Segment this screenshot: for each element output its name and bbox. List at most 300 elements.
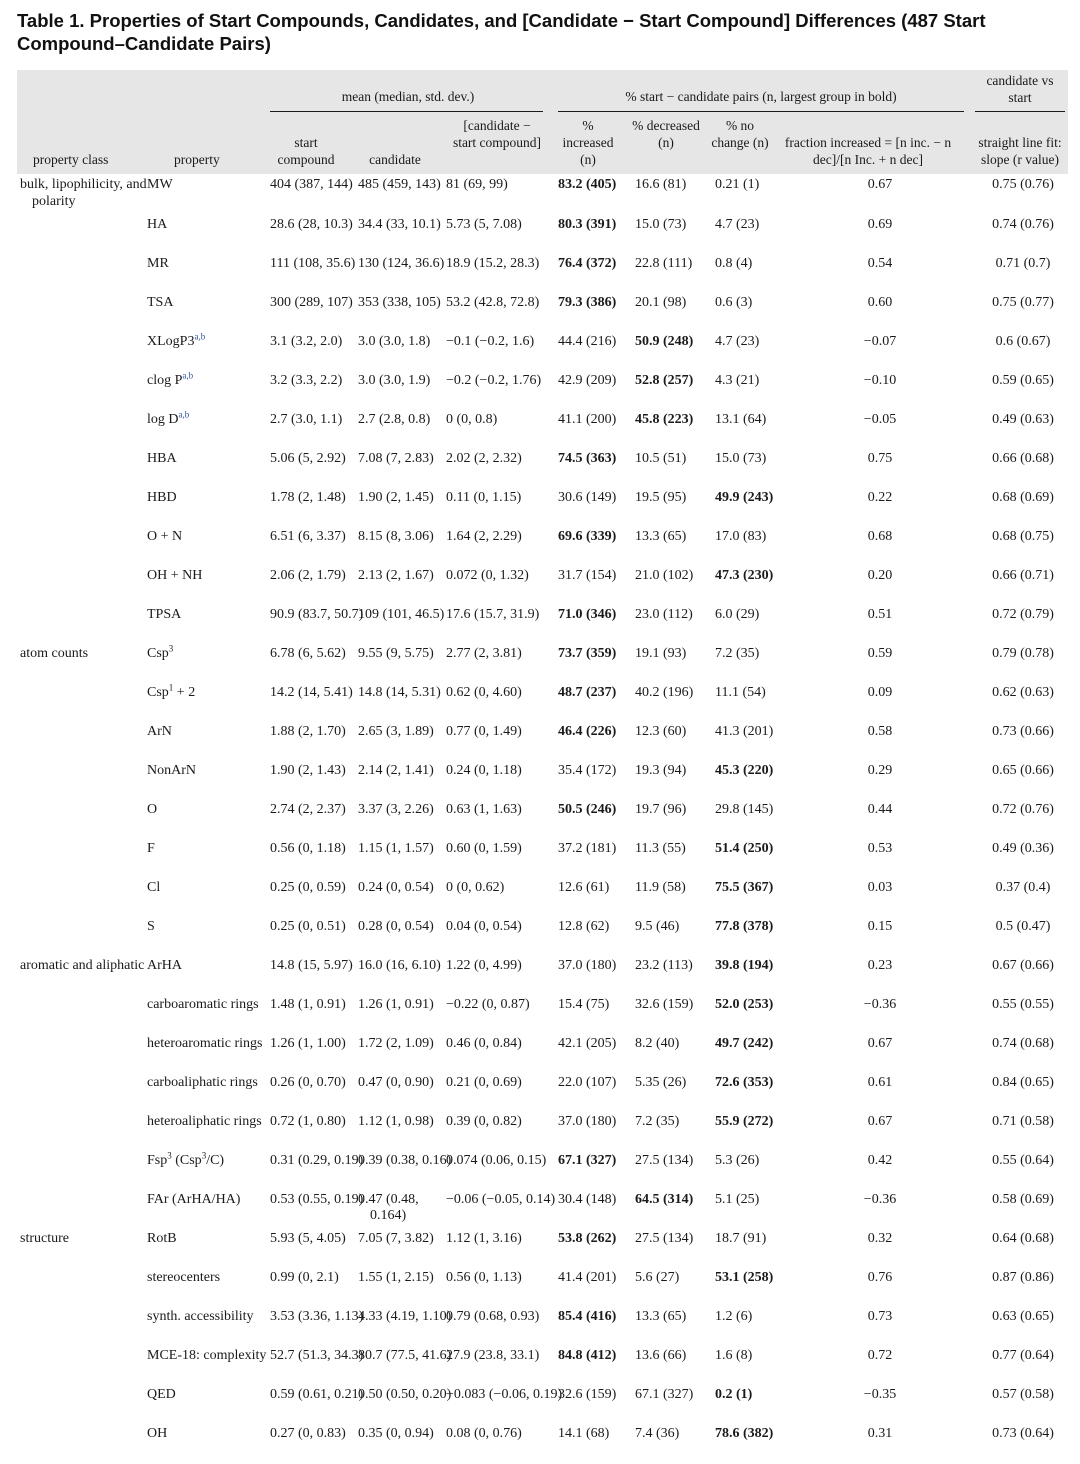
fraction-increased-cell: 0.76 xyxy=(867,1269,893,1285)
pct-decreased-cell: 5.6 (27) xyxy=(635,1269,680,1285)
difference-cell: 0 (0, 0.62) xyxy=(446,879,505,895)
start-compound-cell: 2.7 (3.0, 1.1) xyxy=(270,411,343,427)
fraction-increased-cell: −0.10 xyxy=(863,372,897,388)
slope-cell: 0.66 (0.68) xyxy=(992,450,1054,466)
pct-increased-cell: 41.1 (200) xyxy=(558,411,617,427)
slope-cell: 0.77 (0.64) xyxy=(992,1347,1054,1363)
pct-decreased-cell: 22.8 (111) xyxy=(635,255,693,271)
candidate-cell: 130 (124, 36.6) xyxy=(358,255,445,271)
property-cell: O + N xyxy=(147,528,183,544)
difference-cell: 0.77 (0, 1.49) xyxy=(446,723,522,739)
pct-no-change-cell: 45.3 (220) xyxy=(715,762,774,778)
property-cell: FAr (ArHA/HA) xyxy=(147,1191,241,1207)
property-cell: XLogP3$^{a,b}$ xyxy=(147,330,206,349)
candidate-cell: 485 (459, 143) xyxy=(358,177,441,192)
pct-increased-cell: 42.9 (209) xyxy=(558,372,617,388)
header-rule-mean xyxy=(270,111,543,112)
property-cell: MCE-18: complexity xyxy=(147,1347,267,1363)
header-start: start compound xyxy=(277,135,335,167)
start-compound-cell: 0.59 (0.61, 0.21) xyxy=(270,1386,364,1402)
property-cell: stereocenters xyxy=(147,1269,221,1285)
table-row xyxy=(17,1308,1068,1347)
slope-cell: 0.62 (0.63) xyxy=(992,684,1054,700)
table-row xyxy=(17,1149,1068,1191)
property-cell: TPSA xyxy=(147,606,182,622)
difference-cell: 2.77 (2, 3.81) xyxy=(446,645,522,661)
candidate-cell: 7.05 (7, 3.82) xyxy=(358,1230,434,1246)
table-header xyxy=(17,70,1068,174)
difference-cell: 81 (69, 99) xyxy=(446,177,508,192)
fraction-increased-cell: 0.29 xyxy=(867,762,893,778)
fraction-increased-cell: 0.59 xyxy=(867,645,893,661)
pct-no-change-cell: 51.4 (250) xyxy=(715,840,774,856)
pct-decreased-cell: 16.6 (81) xyxy=(635,177,687,192)
start-compound-cell: 3.53 (3.36, 1.13) xyxy=(270,1308,364,1324)
pct-increased-cell: 71.0 (346) xyxy=(558,606,617,622)
pct-no-change-cell: 17.0 (83) xyxy=(715,528,767,544)
start-compound-cell: 0.56 (0, 1.18) xyxy=(270,840,346,856)
pct-increased-cell: 30.4 (148) xyxy=(558,1191,617,1207)
candidate-cell: 2.7 (2.8, 0.8) xyxy=(358,411,431,427)
pct-decreased-cell: 7.4 (36) xyxy=(635,1425,680,1441)
slope-cell: 0.74 (0.76) xyxy=(992,216,1054,232)
pct-decreased-cell: 50.9 (248) xyxy=(635,333,694,349)
pct-decreased-cell: 21.0 (102) xyxy=(635,567,694,583)
pct-decreased-cell: 40.2 (196) xyxy=(635,684,694,700)
header-pct-no-change: % no change (n) xyxy=(711,118,769,150)
difference-cell: 0.60 (0, 1.59) xyxy=(446,840,522,856)
candidate-cell: 353 (338, 105) xyxy=(358,294,441,310)
pct-increased-cell: 73.7 (359) xyxy=(558,645,617,661)
pct-decreased-cell: 32.6 (159) xyxy=(635,996,694,1012)
start-compound-cell: 0.31 (0.29, 0.19) xyxy=(270,1152,364,1168)
slope-cell: 0.55 (0.64) xyxy=(992,1152,1054,1168)
pct-decreased-cell: 19.3 (94) xyxy=(635,762,687,778)
property-cell: MR xyxy=(147,255,169,271)
pct-increased-cell: 30.6 (149) xyxy=(558,489,617,505)
candidate-cell: 14.8 (14, 5.31) xyxy=(358,684,441,700)
property-class-cell: aromatic and aliphatic xyxy=(20,957,145,973)
fraction-increased-cell: 0.44 xyxy=(867,801,893,817)
start-compound-cell: 14.2 (14, 5.41) xyxy=(270,684,353,700)
start-compound-cell: 3.2 (3.3, 2.2) xyxy=(270,372,343,388)
table-row xyxy=(17,801,1068,840)
pct-increased-cell: 37.0 (180) xyxy=(558,1113,617,1129)
table-row xyxy=(17,957,1068,996)
difference-cell: 27.9 (23.8, 33.1) xyxy=(446,1347,540,1363)
table-row xyxy=(17,762,1068,801)
property-cell: HA xyxy=(147,216,168,232)
pct-no-change-cell: 4.7 (23) xyxy=(715,216,760,232)
slope-cell: 0.65 (0.66) xyxy=(992,762,1054,778)
slope-cell: 0.68 (0.69) xyxy=(992,489,1054,505)
fraction-increased-cell: −0.07 xyxy=(863,333,897,349)
pct-increased-cell: 74.5 (363) xyxy=(558,450,617,466)
pct-increased-cell: 69.6 (339) xyxy=(558,528,617,544)
property-cell: TSA xyxy=(147,294,174,310)
candidate-cell: 1.26 (1, 0.91) xyxy=(358,996,434,1012)
header-pct-decreased: % decreased (n) xyxy=(632,118,700,150)
difference-cell: 0.56 (0, 1.13) xyxy=(446,1269,522,1285)
pct-no-change-cell: 47.3 (230) xyxy=(715,567,774,583)
pct-no-change-cell: 53.1 (258) xyxy=(715,1269,774,1285)
slope-cell: 0.49 (0.63) xyxy=(992,411,1054,427)
slope-cell: 0.73 (0.66) xyxy=(992,723,1054,739)
start-compound-cell: 0.25 (0, 0.59) xyxy=(270,879,346,895)
difference-cell: 17.6 (15.7, 31.9) xyxy=(446,606,540,622)
property-cell: heteroaliphatic rings xyxy=(147,1113,262,1129)
candidate-cell: 2.65 (3, 1.89) xyxy=(358,723,434,739)
property-cell: O xyxy=(147,801,158,817)
pct-decreased-cell: 45.8 (223) xyxy=(635,411,694,427)
property-class-cell: bulk, lipophilicity, and polarity xyxy=(20,177,147,209)
start-compound-cell: 404 (387, 144) xyxy=(270,177,353,192)
pct-no-change-cell: 72.6 (353) xyxy=(715,1074,774,1090)
property-cell: OH + NH xyxy=(147,567,203,583)
fraction-increased-cell: 0.53 xyxy=(867,840,893,856)
pct-no-change-cell: 11.1 (54) xyxy=(715,684,766,700)
slope-cell: 0.63 (0.65) xyxy=(992,1308,1054,1324)
candidate-cell: 34.4 (33, 10.1) xyxy=(358,216,441,232)
fraction-increased-cell: 0.09 xyxy=(867,684,893,700)
slope-cell: 0.71 (0.58) xyxy=(992,1113,1054,1129)
table-row xyxy=(17,840,1068,879)
start-compound-cell: 300 (289, 107) xyxy=(270,294,353,310)
slope-cell: 0.64 (0.68) xyxy=(992,1230,1054,1246)
pct-decreased-cell: 11.9 (58) xyxy=(635,879,686,895)
difference-cell: 0.08 (0, 0.76) xyxy=(446,1425,522,1441)
difference-cell: 0.072 (0, 1.32) xyxy=(446,567,529,583)
fraction-increased-cell: 0.61 xyxy=(867,1074,893,1090)
table-row xyxy=(17,1386,1068,1425)
pct-decreased-cell: 19.7 (96) xyxy=(635,801,687,817)
fraction-increased-cell: 0.54 xyxy=(867,255,893,271)
property-cell: F xyxy=(147,840,155,856)
fraction-increased-cell: 0.67 xyxy=(867,1113,893,1129)
pct-increased-cell: 35.4 (172) xyxy=(558,762,617,778)
slope-cell: 0.71 (0.7) xyxy=(995,255,1051,271)
start-compound-cell: 3.1 (3.2, 2.0) xyxy=(270,333,343,349)
candidate-cell: 0.28 (0, 0.54) xyxy=(358,918,434,934)
pct-decreased-cell: 23.2 (113) xyxy=(635,957,693,973)
difference-cell: 0 (0, 0.8) xyxy=(446,411,498,427)
pct-increased-cell: 80.3 (391) xyxy=(558,216,617,232)
pct-decreased-cell: 15.0 (73) xyxy=(635,216,687,232)
table-row xyxy=(17,1425,1068,1464)
fraction-increased-cell: 0.73 xyxy=(867,1308,893,1324)
property-cell: Csp$^1$ + 2 xyxy=(147,681,196,700)
difference-cell: 2.02 (2, 2.32) xyxy=(446,450,522,466)
table-row xyxy=(17,1347,1068,1386)
property-cell: S xyxy=(147,918,155,934)
slope-cell: 0.37 (0.4) xyxy=(995,879,1051,895)
difference-cell: 1.64 (2, 2.29) xyxy=(446,528,522,544)
header-property: property xyxy=(174,152,220,167)
pct-no-change-cell: 4.3 (21) xyxy=(715,372,760,388)
fraction-increased-cell: 0.22 xyxy=(867,489,893,505)
candidate-cell: 3.0 (3.0, 1.8) xyxy=(358,333,431,349)
pct-decreased-cell: 67.1 (327) xyxy=(635,1386,694,1402)
fraction-increased-cell: 0.20 xyxy=(867,567,893,583)
pct-no-change-cell: 1.2 (6) xyxy=(715,1308,753,1324)
header-group-vs: candidate vs start xyxy=(986,73,1054,105)
difference-cell: 1.22 (0, 4.99) xyxy=(446,957,522,973)
property-cell: Cl xyxy=(147,879,161,895)
slope-cell: 0.87 (0.86) xyxy=(992,1269,1054,1285)
pct-no-change-cell: 29.8 (145) xyxy=(715,801,774,817)
pct-no-change-cell: 13.1 (64) xyxy=(715,411,767,427)
property-cell: NonArN xyxy=(147,762,196,778)
pct-increased-cell: 85.4 (416) xyxy=(558,1308,617,1324)
property-cell: heteroaromatic rings xyxy=(147,1035,263,1051)
start-compound-cell: 0.27 (0, 0.83) xyxy=(270,1425,346,1441)
pct-decreased-cell: 9.5 (46) xyxy=(635,918,680,934)
table-row xyxy=(17,723,1068,762)
header-group-pct: % start − candidate pairs (n, largest group in bold) xyxy=(625,89,897,104)
pct-decreased-cell: 27.5 (134) xyxy=(635,1152,694,1168)
table-row xyxy=(17,294,1068,333)
property-cell: log D$^{a,b}$ xyxy=(147,408,190,427)
pct-decreased-cell: 10.5 (51) xyxy=(635,450,687,466)
candidate-cell: 0.39 (0.38, 0.16) xyxy=(358,1152,452,1168)
difference-cell: 53.2 (42.8, 72.8) xyxy=(446,294,540,310)
pct-increased-cell: 14.1 (68) xyxy=(558,1425,610,1441)
start-compound-cell: 0.99 (0, 2.1) xyxy=(270,1269,339,1285)
start-compound-cell: 5.06 (5, 2.92) xyxy=(270,450,346,466)
table-row xyxy=(17,176,1068,216)
header-candidate: candidate xyxy=(369,152,421,167)
pct-increased-cell: 67.1 (327) xyxy=(558,1152,617,1168)
table-caption: Table 1. Properties of Start Compounds, Candidates, and [Candidate − Start Compound] Differences (487 Start Compound–Candidate Pairs) xyxy=(17,10,986,54)
table-row xyxy=(17,1230,1068,1269)
pct-no-change-cell: 6.0 (29) xyxy=(715,606,760,622)
fraction-increased-cell: 0.67 xyxy=(867,1035,893,1051)
pct-decreased-cell: 20.1 (98) xyxy=(635,294,687,310)
candidate-cell: 2.13 (2, 1.67) xyxy=(358,567,434,583)
property-class-cell: atom counts xyxy=(20,645,89,661)
pct-increased-cell: 48.7 (237) xyxy=(558,684,617,700)
pct-no-change-cell: 18.7 (91) xyxy=(715,1230,767,1246)
fraction-increased-cell: 0.68 xyxy=(867,528,893,544)
slope-cell: 0.73 (0.64) xyxy=(992,1425,1054,1441)
pct-no-change-cell: 15.0 (73) xyxy=(715,450,767,466)
table-row xyxy=(17,408,1068,450)
pct-decreased-cell: 5.35 (26) xyxy=(635,1074,687,1090)
slope-cell: 0.58 (0.69) xyxy=(992,1191,1054,1207)
header-slope: straight line fit: slope (r value) xyxy=(978,135,1062,167)
pct-no-change-cell: 55.9 (272) xyxy=(715,1113,774,1129)
pct-increased-cell: 76.4 (372) xyxy=(558,255,617,271)
fraction-increased-cell: 0.60 xyxy=(867,294,893,310)
pct-increased-cell: 37.2 (181) xyxy=(558,840,617,856)
pct-increased-cell: 22.0 (107) xyxy=(558,1074,617,1090)
pct-increased-cell: 31.7 (154) xyxy=(558,567,617,583)
pct-increased-cell: 50.5 (246) xyxy=(558,801,617,817)
pct-no-change-cell: 7.2 (35) xyxy=(715,645,760,661)
property-cell: carboaliphatic rings xyxy=(147,1074,258,1090)
candidate-cell: 1.15 (1, 1.57) xyxy=(358,840,434,856)
pct-decreased-cell: 23.0 (112) xyxy=(635,606,693,622)
candidate-cell: 3.0 (3.0, 1.9) xyxy=(358,372,431,388)
fraction-increased-cell: 0.75 xyxy=(867,450,893,466)
property-class-cell: structure xyxy=(20,1230,69,1246)
difference-cell: 0.79 (0.68, 0.93) xyxy=(446,1308,540,1324)
pct-no-change-cell: 78.6 (382) xyxy=(715,1425,774,1441)
difference-cell: −0.083 (−0.06, 0.19) xyxy=(446,1386,563,1402)
start-compound-cell: 1.78 (2, 1.48) xyxy=(270,489,346,505)
difference-cell: −0.1 (−0.2, 1.6) xyxy=(446,333,535,349)
pct-increased-cell: 32.6 (159) xyxy=(558,1386,617,1402)
fraction-increased-cell: 0.72 xyxy=(867,1347,893,1363)
pct-decreased-cell: 64.5 (314) xyxy=(635,1191,694,1207)
pct-no-change-cell: 4.7 (23) xyxy=(715,333,760,349)
candidate-cell: 0.47 (0, 0.90) xyxy=(358,1074,434,1090)
fraction-increased-cell: 0.69 xyxy=(867,216,893,232)
slope-cell: 0.72 (0.79) xyxy=(992,606,1054,622)
fraction-increased-cell: 0.31 xyxy=(867,1425,893,1441)
table-row xyxy=(17,1035,1068,1074)
difference-cell: 1.12 (1, 3.16) xyxy=(446,1230,522,1246)
pct-no-change-cell: 1.6 (8) xyxy=(715,1347,753,1363)
difference-cell: 0.46 (0, 0.84) xyxy=(446,1035,522,1051)
property-cell: Csp$^3$ xyxy=(147,642,174,661)
pct-increased-cell: 42.1 (205) xyxy=(558,1035,617,1051)
difference-cell: 0.39 (0, 0.82) xyxy=(446,1113,522,1129)
candidate-cell: 1.12 (1, 0.98) xyxy=(358,1113,434,1129)
header-rule-vs xyxy=(975,111,1065,112)
candidate-cell: 109 (101, 46.5) xyxy=(358,606,445,622)
fraction-increased-cell: −0.36 xyxy=(863,1191,897,1207)
slope-cell: 0.74 (0.68) xyxy=(992,1035,1054,1051)
table-row xyxy=(17,879,1068,918)
header-group-mean: mean (median, std. dev.) xyxy=(341,89,475,104)
slope-cell: 0.57 (0.58) xyxy=(992,1386,1054,1402)
difference-cell: 0.074 (0.06, 0.15) xyxy=(446,1152,547,1168)
start-compound-cell: 2.74 (2, 2.37) xyxy=(270,801,346,817)
property-cell: RotB xyxy=(147,1230,177,1246)
table-row xyxy=(17,369,1068,411)
header-pct-increased: % increased (n) xyxy=(562,118,614,167)
pct-decreased-cell: 27.5 (134) xyxy=(635,1230,694,1246)
fraction-increased-cell: −0.35 xyxy=(863,1386,897,1402)
difference-cell: −0.2 (−0.2, 1.76) xyxy=(446,372,542,388)
pct-increased-cell: 44.4 (216) xyxy=(558,333,617,349)
candidate-cell: 2.14 (2, 1.41) xyxy=(358,762,434,778)
slope-cell: 0.67 (0.66) xyxy=(992,957,1054,973)
difference-cell: 5.73 (5, 7.08) xyxy=(446,216,522,232)
fraction-increased-cell: −0.05 xyxy=(863,411,897,427)
pct-decreased-cell: 7.2 (35) xyxy=(635,1113,680,1129)
header-property-class: property class xyxy=(33,152,109,167)
table-row xyxy=(17,1074,1068,1113)
start-compound-cell: 90.9 (83.7, 50.7) xyxy=(270,606,364,622)
start-compound-cell: 6.78 (6, 5.62) xyxy=(270,645,346,661)
property-cell: QED xyxy=(147,1386,176,1402)
property-cell: HBD xyxy=(147,489,177,505)
table-row xyxy=(17,996,1068,1035)
pct-decreased-cell: 13.3 (65) xyxy=(635,528,687,544)
difference-cell: −0.22 (0, 0.87) xyxy=(446,996,530,1012)
difference-cell: 0.11 (0, 1.15) xyxy=(446,489,522,505)
property-cell: carboaromatic rings xyxy=(147,996,259,1012)
candidate-cell: 16.0 (16, 6.10) xyxy=(358,957,441,973)
slope-cell: 0.49 (0.36) xyxy=(992,840,1054,856)
candidate-cell: 1.72 (2, 1.09) xyxy=(358,1035,434,1051)
table-row xyxy=(17,1113,1068,1152)
pct-decreased-cell: 12.3 (60) xyxy=(635,723,687,739)
pct-no-change-cell: 41.3 (201) xyxy=(715,723,774,739)
fraction-increased-cell: 0.32 xyxy=(867,1230,893,1246)
pct-no-change-cell: 5.3 (26) xyxy=(715,1152,760,1168)
pct-no-change-cell: 0.2 (1) xyxy=(715,1386,753,1402)
pct-no-change-cell: 52.0 (253) xyxy=(715,996,774,1012)
table-row xyxy=(17,216,1068,255)
slope-cell: 0.5 (0.47) xyxy=(995,918,1051,934)
pct-no-change-cell: 49.9 (243) xyxy=(715,489,774,505)
pct-increased-cell: 79.3 (386) xyxy=(558,294,617,310)
candidate-cell: 0.35 (0, 0.94) xyxy=(358,1425,434,1441)
table-row xyxy=(17,567,1068,606)
fraction-increased-cell: 0.03 xyxy=(867,879,893,895)
fraction-increased-cell: 0.67 xyxy=(867,177,893,192)
pct-increased-cell: 53.8 (262) xyxy=(558,1230,617,1246)
table-row xyxy=(17,255,1068,294)
start-compound-cell: 5.93 (5, 4.05) xyxy=(270,1230,346,1246)
fraction-increased-cell: 0.58 xyxy=(867,723,893,739)
fraction-increased-cell: 0.15 xyxy=(867,918,893,934)
start-compound-cell: 1.26 (1, 1.00) xyxy=(270,1035,346,1051)
fraction-increased-cell: 0.51 xyxy=(867,606,893,622)
start-compound-cell: 0.25 (0, 0.51) xyxy=(270,918,346,934)
property-cell: synth. accessibility xyxy=(147,1308,254,1324)
pct-decreased-cell: 19.5 (95) xyxy=(635,489,687,505)
candidate-cell: 0.50 (0.50, 0.20) xyxy=(358,1386,452,1402)
start-compound-cell: 0.72 (1, 0.80) xyxy=(270,1113,346,1129)
table-row xyxy=(17,918,1068,957)
start-compound-cell: 14.8 (15, 5.97) xyxy=(270,957,353,973)
pct-increased-cell: 15.4 (75) xyxy=(558,996,610,1012)
candidate-cell: 3.37 (3, 2.26) xyxy=(358,801,434,817)
slope-cell: 0.68 (0.75) xyxy=(992,528,1054,544)
pct-increased-cell: 37.0 (180) xyxy=(558,957,617,973)
pct-no-change-cell: 77.8 (378) xyxy=(715,918,774,934)
candidate-cell: 80.7 (77.5, 41.6) xyxy=(358,1347,452,1363)
difference-cell: 0.21 (0, 0.69) xyxy=(446,1074,522,1090)
property-cell: Fsp$^3$ (Csp$^3$/C) xyxy=(147,1149,225,1168)
slope-cell: 0.75 (0.76) xyxy=(992,177,1054,192)
header-diff: [candidate − start compound] xyxy=(452,118,542,150)
pct-no-change-cell: 49.7 (242) xyxy=(715,1035,774,1051)
property-cell: OH xyxy=(147,1425,168,1441)
start-compound-cell: 1.88 (2, 1.70) xyxy=(270,723,346,739)
start-compound-cell: 0.26 (0, 0.70) xyxy=(270,1074,346,1090)
pct-decreased-cell: 13.3 (65) xyxy=(635,1308,687,1324)
slope-cell: 0.59 (0.65) xyxy=(992,372,1054,388)
property-cell: HBA xyxy=(147,450,177,466)
pct-increased-cell: 12.8 (62) xyxy=(558,918,610,934)
property-cell: MW xyxy=(147,177,173,192)
start-compound-cell: 1.48 (1, 0.91) xyxy=(270,996,346,1012)
candidate-cell: 8.15 (8, 3.06) xyxy=(358,528,434,544)
table-row xyxy=(17,606,1068,645)
candidate-cell: 0.24 (0, 0.54) xyxy=(358,879,434,895)
candidate-cell: 9.55 (9, 5.75) xyxy=(358,645,434,661)
difference-cell: 0.04 (0, 0.54) xyxy=(446,918,522,934)
pct-increased-cell: 84.8 (412) xyxy=(558,1347,617,1363)
candidate-cell: 1.55 (1, 2.15) xyxy=(358,1269,434,1285)
fraction-increased-cell: 0.23 xyxy=(867,957,893,973)
pct-increased-cell: 46.4 (226) xyxy=(558,723,617,739)
